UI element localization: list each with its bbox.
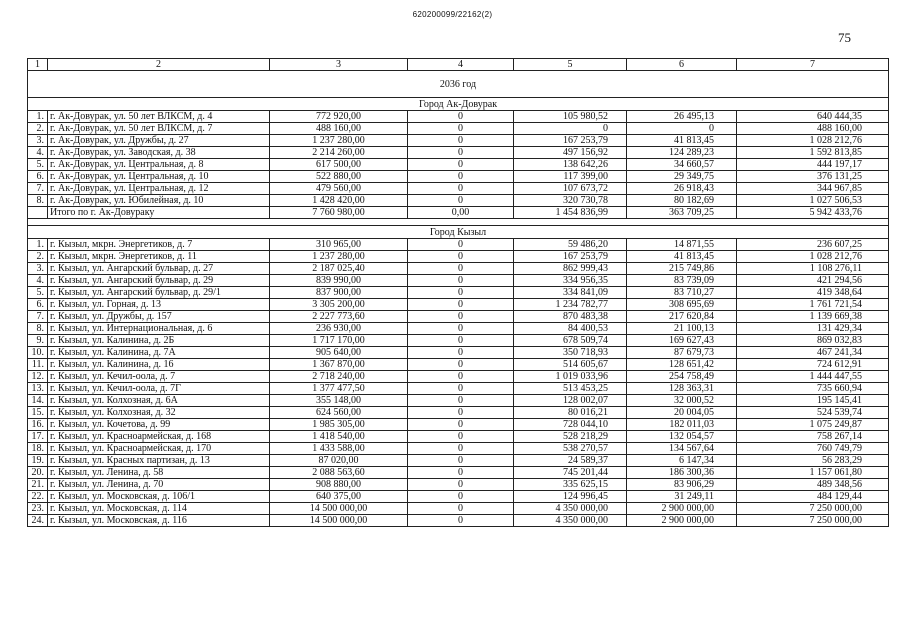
local-budget-cell: 80 182,69 [627, 195, 737, 207]
row-number: 5. [28, 159, 48, 171]
row-number: 6. [28, 299, 48, 311]
total-cost-cell: 3 305 200,00 [270, 299, 408, 311]
local-budget-cell: 128 651,42 [627, 359, 737, 371]
owners-funds-cell: 421 294,56 [737, 275, 889, 287]
address-cell: г. Кызыл, ул. Красноармейская, д. 168 [48, 431, 270, 443]
owners-funds-cell: 640 444,35 [737, 111, 889, 123]
table-row [28, 123, 889, 135]
fund-cell: 0 [408, 183, 514, 195]
fund-cell: 0 [408, 455, 514, 467]
fund-cell: 0 [408, 383, 514, 395]
fund-cell: 0 [408, 195, 514, 207]
region-budget-cell: 59 486,20 [514, 239, 627, 251]
total-cost-cell: 624 560,00 [270, 407, 408, 419]
owners-funds-cell: 1 028 212,76 [737, 135, 889, 147]
fund-cell: 0 [408, 467, 514, 479]
total-cost-cell: 839 990,00 [270, 275, 408, 287]
table-row [28, 287, 889, 299]
column-number: 4 [408, 59, 514, 71]
region-budget-cell: 1 234 782,77 [514, 299, 627, 311]
total-cost-cell: 1 418 540,00 [270, 431, 408, 443]
row-number: 15. [28, 407, 48, 419]
region-budget-cell: 870 483,38 [514, 311, 627, 323]
region-budget-cell: 138 642,26 [514, 159, 627, 171]
region-budget-cell: 1 019 033,96 [514, 371, 627, 383]
address-cell: г. Кызыл, ул. Московская, д. 114 [48, 503, 270, 515]
region-budget-cell: 84 400,53 [514, 323, 627, 335]
owners-funds-cell: 724 612,91 [737, 359, 889, 371]
fund-cell: 0 [408, 239, 514, 251]
fund-cell: 0 [408, 263, 514, 275]
row-number: 8. [28, 195, 48, 207]
row-number: 5. [28, 287, 48, 299]
total-cost-cell: 488 160,00 [270, 123, 408, 135]
budget-table [27, 58, 889, 527]
region-budget-cell: 117 399,00 [514, 171, 627, 183]
region-budget-cell: 105 980,52 [514, 111, 627, 123]
table-row [28, 419, 889, 431]
table-row [28, 251, 889, 263]
fund-cell: 0 [408, 419, 514, 431]
local-budget-cell: 83 710,27 [627, 287, 737, 299]
owners-funds-cell: 1 761 721,54 [737, 299, 889, 311]
local-budget-cell: 41 813,45 [627, 251, 737, 263]
fund-cell: 0 [408, 299, 514, 311]
total-cost-cell: 236 930,00 [270, 323, 408, 335]
fund-cell: 0 [408, 111, 514, 123]
address-cell: г. Ак-Довурак, ул. Центральная, д. 8 [48, 159, 270, 171]
owners-funds-cell: 344 967,85 [737, 183, 889, 195]
address-cell: г. Кызыл, мкрн. Энергетиков, д. 7 [48, 239, 270, 251]
fund-cell: 0 [408, 479, 514, 491]
column-number: 3 [270, 59, 408, 71]
document-id: 620200099/22162(2) [412, 10, 493, 19]
local-budget-cell: 14 871,55 [627, 239, 737, 251]
fund-cell: 0 [408, 287, 514, 299]
owners-funds-cell: 195 145,41 [737, 395, 889, 407]
address-cell: г. Ак-Довурак, ул. Заводская, д. 38 [48, 147, 270, 159]
column-number-header-row [28, 59, 889, 71]
table-row [28, 455, 889, 467]
address-cell: г. Кызыл, ул. Кечил-оола, д. 7 [48, 371, 270, 383]
column-number: 5 [514, 59, 627, 71]
total-cost-cell: 837 900,00 [270, 287, 408, 299]
fund-cell: 0 [408, 503, 514, 515]
owners-funds-cell: 1 592 813,85 [737, 147, 889, 159]
region-budget-cell: 862 999,43 [514, 263, 627, 275]
fund-cell: 0 [408, 395, 514, 407]
table-row [28, 395, 889, 407]
fund-cell: 0 [408, 347, 514, 359]
address-cell: г. Кызыл, ул. Красноармейская, д. 170 [48, 443, 270, 455]
owners-funds-cell: 376 131,25 [737, 171, 889, 183]
local-budget-cell: 217 620,84 [627, 311, 737, 323]
owners-funds-cell: 488 160,00 [737, 123, 889, 135]
section-title: Город Кызыл [28, 226, 889, 239]
total-cost-cell: 2 088 563,60 [270, 467, 408, 479]
address-cell: г. Кызыл, ул. Колхозная, д. 6А [48, 395, 270, 407]
total-cost-cell: 1 717 170,00 [270, 335, 408, 347]
total-cost-cell: 1 367 870,00 [270, 359, 408, 371]
total-cost-cell: 905 640,00 [270, 347, 408, 359]
local-budget-cell: 124 289,23 [627, 147, 737, 159]
table-row [28, 347, 889, 359]
fund-cell: 0 [408, 323, 514, 335]
owners-funds-cell: 131 429,34 [737, 323, 889, 335]
total-value-cell [28, 207, 48, 219]
table-row [28, 431, 889, 443]
fund-cell: 0 [408, 311, 514, 323]
table-row [28, 159, 889, 171]
row-number: 3. [28, 263, 48, 275]
total-cost-cell: 640 375,00 [270, 491, 408, 503]
region-budget-cell: 167 253,79 [514, 135, 627, 147]
total-cost-cell: 1 377 477,50 [270, 383, 408, 395]
table-row [28, 263, 889, 275]
address-cell: г. Кызыл, ул. Кечил-оола, д. 7Г [48, 383, 270, 395]
local-budget-cell: 0 [627, 123, 737, 135]
section-header-row [28, 226, 889, 239]
total-value-cell: 7 760 980,00 [270, 207, 408, 219]
local-budget-cell: 254 758,49 [627, 371, 737, 383]
page-number: 75 [838, 30, 851, 45]
row-number: 21. [28, 479, 48, 491]
row-number: 2. [28, 251, 48, 263]
local-budget-cell: 132 054,57 [627, 431, 737, 443]
total-cost-cell: 310 965,00 [270, 239, 408, 251]
total-cost-cell: 1 237 280,00 [270, 251, 408, 263]
region-budget-cell: 728 044,10 [514, 419, 627, 431]
row-number: 23. [28, 503, 48, 515]
total-cost-cell: 1 428 420,00 [270, 195, 408, 207]
address-cell: г. Ак-Довурак, ул. Центральная, д. 10 [48, 171, 270, 183]
owners-funds-cell: 467 241,34 [737, 347, 889, 359]
address-cell: г. Кызыл, ул. Московская, д. 106/1 [48, 491, 270, 503]
region-budget-cell: 745 201,44 [514, 467, 627, 479]
row-number: 24. [28, 515, 48, 527]
region-budget-cell: 528 218,29 [514, 431, 627, 443]
local-budget-cell: 34 660,57 [627, 159, 737, 171]
address-cell: г. Ак-Довурак, ул. Центральная, д. 12 [48, 183, 270, 195]
address-cell: г. Кызыл, ул. Ангарский бульвар, д. 29 [48, 275, 270, 287]
region-budget-cell: 0 [514, 123, 627, 135]
address-cell: г. Кызыл, ул. Интернациональная, д. 6 [48, 323, 270, 335]
region-budget-cell: 124 996,45 [514, 491, 627, 503]
row-number: 7. [28, 183, 48, 195]
year-row [28, 71, 889, 98]
owners-funds-cell: 419 348,64 [737, 287, 889, 299]
table-row [28, 467, 889, 479]
owners-funds-cell: 1 139 669,38 [737, 311, 889, 323]
fund-cell: 0 [408, 443, 514, 455]
table-row [28, 275, 889, 287]
table-row [28, 491, 889, 503]
row-number: 19. [28, 455, 48, 467]
local-budget-cell: 2 900 000,00 [627, 503, 737, 515]
row-number: 14. [28, 395, 48, 407]
total-value-cell: 5 942 433,76 [737, 207, 889, 219]
table-row [28, 443, 889, 455]
owners-funds-cell: 7 250 000,00 [737, 515, 889, 527]
address-cell: г. Кызыл, ул. Ангарский бульвар, д. 27 [48, 263, 270, 275]
column-number: 6 [627, 59, 737, 71]
fund-cell: 0 [408, 147, 514, 159]
row-number: 18. [28, 443, 48, 455]
row-number: 11. [28, 359, 48, 371]
local-budget-cell: 182 011,03 [627, 419, 737, 431]
address-cell: г. Кызыл, мкрн. Энергетиков, д. 11 [48, 251, 270, 263]
table-row [28, 239, 889, 251]
region-budget-cell: 4 350 000,00 [514, 503, 627, 515]
region-budget-cell: 513 453,25 [514, 383, 627, 395]
total-cost-cell: 1 985 305,00 [270, 419, 408, 431]
owners-funds-cell: 1 157 061,80 [737, 467, 889, 479]
region-budget-cell: 320 730,78 [514, 195, 627, 207]
total-cost-cell: 87 020,00 [270, 455, 408, 467]
fund-cell: 0 [408, 431, 514, 443]
row-number: 10. [28, 347, 48, 359]
local-budget-cell: 6 147,34 [627, 455, 737, 467]
owners-funds-cell: 869 032,83 [737, 335, 889, 347]
address-cell: г. Ак-Довурак, ул. 50 лет ВЛКСМ, д. 7 [48, 123, 270, 135]
table-row [28, 383, 889, 395]
total-cost-cell: 772 920,00 [270, 111, 408, 123]
total-value-cell: 1 454 836,99 [514, 207, 627, 219]
owners-funds-cell: 524 539,74 [737, 407, 889, 419]
row-number: 4. [28, 275, 48, 287]
fund-cell: 0 [408, 515, 514, 527]
table-row [28, 135, 889, 147]
owners-funds-cell: 1 075 249,87 [737, 419, 889, 431]
owners-funds-cell: 489 348,56 [737, 479, 889, 491]
address-cell: г. Ак-Довурак, ул. Дружбы, д. 27 [48, 135, 270, 147]
local-budget-cell: 26 918,43 [627, 183, 737, 195]
total-cost-cell: 1 237 280,00 [270, 135, 408, 147]
table-row [28, 111, 889, 123]
address-cell: г. Кызыл, ул. Колхозная, д. 32 [48, 407, 270, 419]
row-number: 13. [28, 383, 48, 395]
column-number: 1 [28, 59, 48, 71]
fund-cell: 0 [408, 251, 514, 263]
address-cell: г. Кызыл, ул. Калинина, д. 7А [48, 347, 270, 359]
address-cell: г. Ак-Довурак, ул. 50 лет ВЛКСМ, д. 4 [48, 111, 270, 123]
local-budget-cell: 87 679,73 [627, 347, 737, 359]
section-header-row [28, 98, 889, 111]
total-cost-cell: 522 880,00 [270, 171, 408, 183]
total-cost-cell: 2 214 260,00 [270, 147, 408, 159]
address-cell: г. Кызыл, ул. Ангарский бульвар, д. 29/1 [48, 287, 270, 299]
region-budget-cell: 350 718,93 [514, 347, 627, 359]
fund-cell: 0 [408, 123, 514, 135]
local-budget-cell: 20 004,05 [627, 407, 737, 419]
row-number: 2. [28, 123, 48, 135]
local-budget-cell: 215 749,86 [627, 263, 737, 275]
table-row [28, 479, 889, 491]
local-budget-cell: 26 495,13 [627, 111, 737, 123]
address-cell: г. Кызыл, ул. Красных партизан, д. 13 [48, 455, 270, 467]
fund-cell: 0 [408, 335, 514, 347]
table-row [28, 371, 889, 383]
region-budget-cell: 678 509,74 [514, 335, 627, 347]
total-cost-cell: 617 500,00 [270, 159, 408, 171]
total-label: Итого по г. Ак-Довураку [48, 207, 270, 219]
row-number: 7. [28, 311, 48, 323]
region-budget-cell: 514 605,67 [514, 359, 627, 371]
region-budget-cell: 80 016,21 [514, 407, 627, 419]
owners-funds-cell: 484 129,44 [737, 491, 889, 503]
local-budget-cell: 2 900 000,00 [627, 515, 737, 527]
fund-cell: 0 [408, 135, 514, 147]
local-budget-cell: 169 627,43 [627, 335, 737, 347]
total-cost-cell: 355 148,00 [270, 395, 408, 407]
address-cell: г. Кызыл, ул. Горная, д. 13 [48, 299, 270, 311]
column-number: 7 [737, 59, 889, 71]
table-row [28, 183, 889, 195]
total-cost-cell: 2 187 025,40 [270, 263, 408, 275]
region-budget-cell: 4 350 000,00 [514, 515, 627, 527]
address-cell: г. Ак-Довурак, ул. Юбилейная, д. 10 [48, 195, 270, 207]
row-number: 16. [28, 419, 48, 431]
row-number: 6. [28, 171, 48, 183]
owners-funds-cell: 1 027 506,53 [737, 195, 889, 207]
address-cell: г. Кызыл, ул. Калинина, д. 16 [48, 359, 270, 371]
region-budget-cell: 128 002,07 [514, 395, 627, 407]
table-row [28, 335, 889, 347]
owners-funds-cell: 56 283,29 [737, 455, 889, 467]
table-row [28, 311, 889, 323]
local-budget-cell: 308 695,69 [627, 299, 737, 311]
owners-funds-cell: 758 267,14 [737, 431, 889, 443]
fund-cell: 0 [408, 407, 514, 419]
row-number: 22. [28, 491, 48, 503]
local-budget-cell: 29 349,75 [627, 171, 737, 183]
fund-cell: 0 [408, 491, 514, 503]
total-row [28, 207, 889, 219]
owners-funds-cell: 1 028 212,76 [737, 251, 889, 263]
table-row [28, 503, 889, 515]
row-number: 4. [28, 147, 48, 159]
local-budget-cell: 31 249,11 [627, 491, 737, 503]
total-cost-cell: 14 500 000,00 [270, 515, 408, 527]
table-row [28, 195, 889, 207]
region-budget-cell: 497 156,92 [514, 147, 627, 159]
region-budget-cell: 24 589,37 [514, 455, 627, 467]
region-budget-cell: 167 253,79 [514, 251, 627, 263]
address-cell: г. Кызыл, ул. Кочетова, д. 99 [48, 419, 270, 431]
local-budget-cell: 128 363,31 [627, 383, 737, 395]
section-spacer [28, 219, 889, 226]
table-row [28, 323, 889, 335]
row-number: 20. [28, 467, 48, 479]
table-row [28, 359, 889, 371]
row-number: 12. [28, 371, 48, 383]
local-budget-cell: 83 906,29 [627, 479, 737, 491]
row-number: 9. [28, 335, 48, 347]
fund-cell: 0 [408, 371, 514, 383]
total-value-cell: 363 709,25 [627, 207, 737, 219]
owners-funds-cell: 760 749,79 [737, 443, 889, 455]
region-budget-cell: 107 673,72 [514, 183, 627, 195]
fund-cell: 0 [408, 275, 514, 287]
row-number: 1. [28, 239, 48, 251]
local-budget-cell: 134 567,64 [627, 443, 737, 455]
region-budget-cell: 334 841,09 [514, 287, 627, 299]
region-budget-cell: 334 956,35 [514, 275, 627, 287]
local-budget-cell: 32 000,52 [627, 395, 737, 407]
address-cell: г. Кызыл, ул. Дружбы, д. 157 [48, 311, 270, 323]
spacer-cell [28, 219, 889, 226]
row-number: 3. [28, 135, 48, 147]
region-budget-cell: 335 625,15 [514, 479, 627, 491]
owners-funds-cell: 7 250 000,00 [737, 503, 889, 515]
table-row [28, 171, 889, 183]
total-cost-cell: 14 500 000,00 [270, 503, 408, 515]
region-budget-cell: 538 270,57 [514, 443, 627, 455]
address-cell: г. Кызыл, ул. Ленина, д. 70 [48, 479, 270, 491]
table-row [28, 147, 889, 159]
total-value-cell: 0,00 [408, 207, 514, 219]
owners-funds-cell: 1 444 447,55 [737, 371, 889, 383]
total-cost-cell: 2 227 773,60 [270, 311, 408, 323]
fund-cell: 0 [408, 171, 514, 183]
address-cell: г. Кызыл, ул. Московская, д. 116 [48, 515, 270, 527]
row-number: 1. [28, 111, 48, 123]
fund-cell: 0 [408, 359, 514, 371]
owners-funds-cell: 1 108 276,11 [737, 263, 889, 275]
column-number: 2 [48, 59, 270, 71]
year-heading: 2036 год [28, 71, 889, 98]
owners-funds-cell: 444 197,17 [737, 159, 889, 171]
table-row [28, 299, 889, 311]
row-number: 8. [28, 323, 48, 335]
local-budget-cell: 186 300,36 [627, 467, 737, 479]
local-budget-cell: 83 739,09 [627, 275, 737, 287]
address-cell: г. Кызыл, ул. Калинина, д. 2Б [48, 335, 270, 347]
table-row [28, 407, 889, 419]
total-cost-cell: 1 433 588,00 [270, 443, 408, 455]
total-cost-cell: 908 880,00 [270, 479, 408, 491]
owners-funds-cell: 735 660,94 [737, 383, 889, 395]
address-cell: г. Кызыл, ул. Ленина, д. 58 [48, 467, 270, 479]
section-title: Город Ак-Довурак [28, 98, 889, 111]
total-cost-cell: 2 718 240,00 [270, 371, 408, 383]
owners-funds-cell: 236 607,25 [737, 239, 889, 251]
total-cost-cell: 479 560,00 [270, 183, 408, 195]
fund-cell: 0 [408, 159, 514, 171]
local-budget-cell: 21 100,13 [627, 323, 737, 335]
local-budget-cell: 41 813,45 [627, 135, 737, 147]
row-number: 17. [28, 431, 48, 443]
table-row [28, 515, 889, 527]
